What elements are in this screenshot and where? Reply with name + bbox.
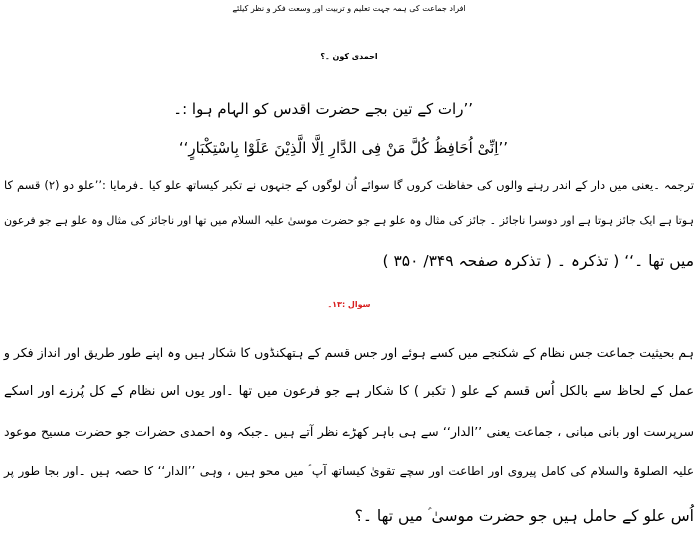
- ilham-arabic: ’’اِنِّیْ اُحَافِظُ کُلَّ مَنْ فِی الدَّارِ اِلَّا الَّذِیْنَ عَلَوْا بِاسْتِکْبَارٍ‘‘: [178, 139, 508, 157]
- subtitle: افراد جماعت کی ہمہ جہت تعلیم و تربیت اور وسعت فکر و نظر کیلئے: [232, 4, 466, 13]
- question-heading: سوال :۱۳۔: [327, 300, 371, 309]
- question-line-5: اُس علو کے حامل ہیں جو حضرت موسیٰ ؑ میں تھا ۔؟: [354, 507, 694, 525]
- translation-line-2: ہوتا ہے ایک جائز ہوتا ہے اور دوسرا ناجائز ۔ جائز کی مثال وہ علو ہے جو حضرت موسیٰ علیہ السلام میں تھا اور ناجائز کی مثال وہ علو ہے جو فرعون: [4, 214, 694, 227]
- question-line-1: ہم بحیثیت جماعت جس نظام کے شکنجے میں کسے ہوئے اور جس قسم کے ہتھکنڈوں کا شکار ہیں وہ اپنے طور طریق اور انداز فکر و: [3, 345, 694, 360]
- translation-line-3: میں تھا ۔‘‘ ( تذکرہ ۔ ( تذکرہ صفحہ ۳۴۹/ ۳۵۰ ): [382, 252, 694, 270]
- question-line-2: عمل کے لحاظ سے بالکل اُس قسم کے علو ( تکبر ) کا شکار ہے جو فرعون میں تھا ۔اور یوں اس نظام کے کل پُرزے اور اسکے: [4, 384, 694, 399]
- question-line-4: علیہ الصلوۃ والسلام کی کامل پیروی اور اطاعت اور سچے تقویٰ کیساتھ آپ ؑ میں محو ہیں ، وہی ’’الدار‘‘ کا حصہ ہیں ۔اور بجا طور پر: [4, 464, 694, 478]
- translation-line-1: ترجمہ ۔یعنی میں دار کے اندر رہنے والوں کی حفاظت کروں گا سوائے اُن لوگوں کے جنہوں نے تکبر کیساتھ علو کیا ۔فرمایا :’’علو دو (۲) قسم کا: [4, 178, 694, 192]
- page-title: احمدی کون ۔؟: [320, 52, 378, 61]
- ilham-intro: ’’رات کے تین بجے حضرت اقدس کو الہام ہوا :۔: [173, 100, 473, 118]
- question-line-3: سرپرست اور بانی مبانی ، جماعت یعنی ’’الدار‘‘ سے ہی باہر کھڑے نظر آتے ہیں ۔جبکہ وہ احمدی حضرات جو حضرت مسیح موعود: [4, 424, 694, 439]
